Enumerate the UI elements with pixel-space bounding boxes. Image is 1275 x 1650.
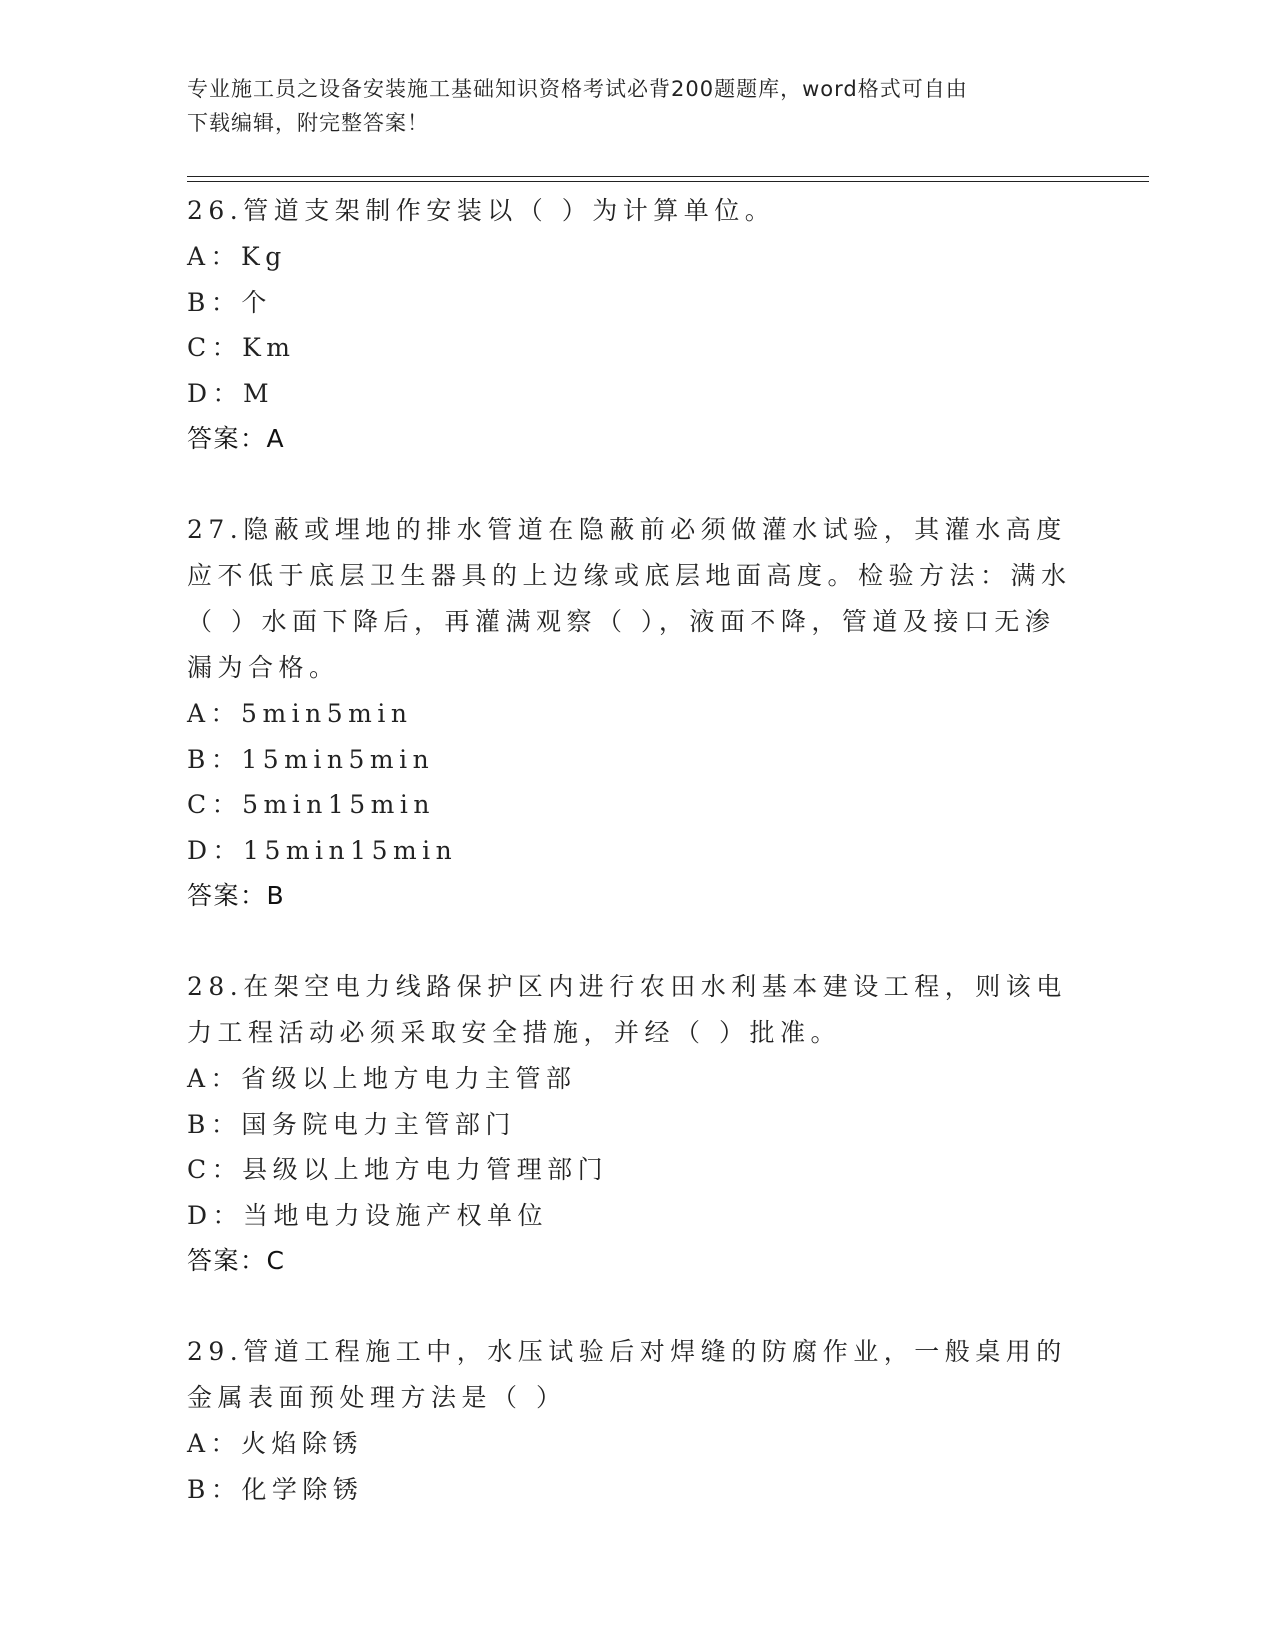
option-b: B：国务院电力主管部门 (187, 1109, 516, 1139)
option-a: A：火焰除锈 (187, 1429, 364, 1458)
option-b: B：15min5min (187, 744, 435, 774)
option-b: B：个 (187, 287, 272, 317)
question-stem: 28.在架空电力线路保护区内进行农田水利基本建设工程，则该电力工程活动必须采取安全措施，并经（ ）批准。 (187, 972, 1067, 1047)
header-divider-top (187, 176, 1149, 177)
header-line-2: 下载编辑，附完整答案！ (187, 111, 429, 135)
option-c: C：Km (187, 333, 296, 362)
answer-line: 答案：C (187, 1246, 286, 1275)
option-a: A：省级以上地方电力主管部 (187, 1064, 577, 1093)
option-a: A：Kg (187, 242, 287, 271)
question-stem: 26.管道支架制作安装以（ ）为计算单位。 (187, 196, 776, 225)
header-line-1: 专业施工员之设备安装施工基础知识资格考试必背200题题库，word格式可自由 (187, 77, 968, 101)
document-header (187, 72, 1067, 140)
question-stem: 29.管道工程施工中，水压试验后对焊缝的防腐作业，一般桌用的金属表面预处理方法是（ ） (187, 1337, 1067, 1412)
question-list (187, 188, 1077, 1557)
question-29 (187, 1329, 1077, 1512)
option-c: C：县级以上地方电力管理部门 (187, 1155, 609, 1184)
answer-line: 答案：B (187, 881, 286, 910)
option-c: C：5min15min (187, 790, 435, 819)
option-b: B：化学除锈 (187, 1474, 364, 1504)
option-d: D：当地电力设施产权单位 (187, 1200, 549, 1230)
option-d: D：15min15min (187, 835, 458, 865)
answer-line: 答案：A (187, 424, 286, 453)
question-28 (187, 964, 1077, 1284)
question-stem: 27.隐蔽或埋地的排水管道在隐蔽前必须做灌水试验，其灌水高度应不低于底层卫生器具的上边缘或底层地面高度。检验方法：满水（ ）水面下降后，再灌满观察（ ），液面不降，管道及接口无渗漏为合格。 (187, 515, 1072, 682)
question-27 (187, 507, 1077, 919)
option-a: A：5min5min (187, 699, 413, 728)
header-divider-bottom (187, 181, 1149, 182)
question-26 (187, 188, 1077, 462)
option-d: D：M (187, 378, 275, 408)
